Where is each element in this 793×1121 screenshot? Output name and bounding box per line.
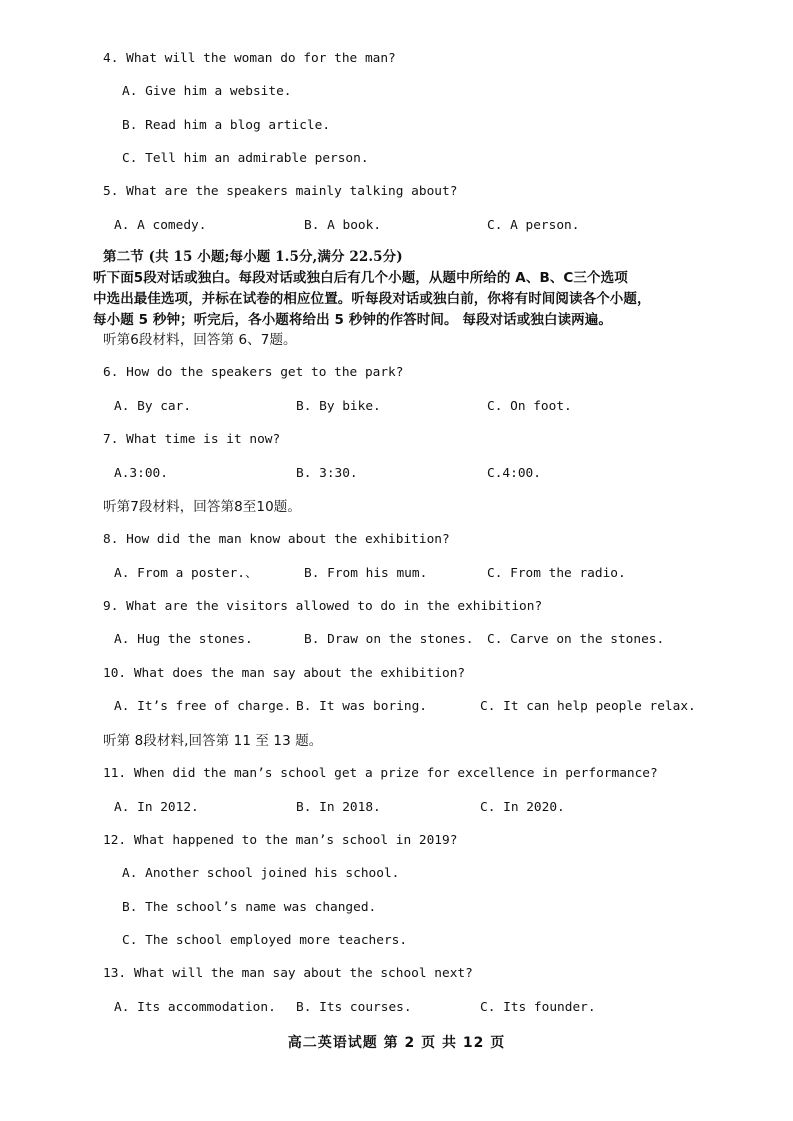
question-11-option-a: A. In 2012. [114,800,199,815]
question-11-stem: 11. When did the man’s school get a prize for excellence in performance? [103,766,658,781]
section-2-title: 第二节 (共 15 小题;每小题 1.5分,满分 22.5分) [103,249,403,265]
question-9-option-a: A. Hug the stones. [114,632,253,647]
question-8-option-c: C. From the radio. [487,566,626,581]
question-6-option-a: A. By car. [114,399,192,414]
material-7-heading: 听第7段材料，回答第8至10题。 [103,499,301,515]
question-5-option-a: A. A comedy. [114,218,207,233]
question-7-stem: 7. What time is it now? [103,432,281,447]
material-8-heading: 听第 8段材料,回答第 11 至 13 题。 [103,733,323,749]
question-4-option-b: B. Read him a blog article. [122,118,331,133]
question-11-option-b: B. In 2018. [296,800,381,815]
question-7-option-c: C.4:00. [487,466,541,481]
question-5-option-c: C. A person. [487,218,580,233]
question-5-stem: 5. What are the speakers mainly talking about? [103,184,458,199]
question-7-option-a: A.3:00. [114,466,168,481]
question-10-option-b: B. It was boring. [296,699,427,714]
question-9-stem: 9. What are the visitors allowed to do in the exhibition? [103,599,543,614]
question-4-option-c: C. Tell him an admirable person. [122,151,369,166]
question-8-stem: 8. How did the man know about the exhibition? [103,532,450,547]
question-11-option-c: C. In 2020. [480,800,565,815]
question-10-option-c: C. It can help people relax. [480,699,696,714]
section-2-instruction-line-1: 听下面5段对话或独白。每段对话或独白后有几个小题，从题中所给的 A、B、C三个选项 [93,270,628,286]
section-2-instruction-line-2: 中选出最佳选项，并标在试卷的相应位置。听每段对话或独白前，你将有时间阅读各个小题， [93,291,651,307]
question-6-option-c: C. On foot. [487,399,572,414]
question-12-option-c: C. The school employed more teachers. [122,933,408,948]
question-9-option-b: B. Draw on the stones. [304,632,474,647]
question-10-stem: 10. What does the man say about the exhibition? [103,666,466,681]
question-4-stem: 4. What will the woman do for the man? [103,51,396,66]
question-12-option-a: A. Another school joined his school. [122,866,400,881]
question-12-option-b: B. The school’s name was changed. [122,900,377,915]
question-6-option-b: B. By bike. [296,399,381,414]
question-8-option-b: B. From his mum. [304,566,428,581]
section-2-instruction-line-3: 每小题 5 秒钟；听完后，各小题将给出 5 秒钟的作答时间。 每段对话或独白读两遍。 [93,312,612,328]
question-13-option-a: A. Its accommodation. [114,1000,276,1015]
question-13-stem: 13. What will the man say about the school next? [103,966,473,981]
question-13-option-c: C. Its founder. [480,1000,596,1015]
question-13-option-b: B. Its courses. [296,1000,412,1015]
question-12-stem: 12. What happened to the man’s school in 2019? [103,833,458,848]
question-4-option-a: A. Give him a website. [122,84,292,99]
page-footer: 高二英语试题 第 2 页 共 12 页 [287,1035,506,1051]
question-10-option-a: A. It’s free of charge. [114,699,292,714]
question-7-option-b: B. 3:30. [296,466,358,481]
question-9-option-c: C. Carve on the stones. [487,632,665,647]
question-6-stem: 6. How do the speakers get to the park? [103,365,404,380]
question-8-option-a: A. From a poster.、 [114,566,258,581]
material-6-heading: 听第6段材料，回答第 6、7题。 [103,332,297,348]
question-5-option-b: B. A book. [304,218,382,233]
